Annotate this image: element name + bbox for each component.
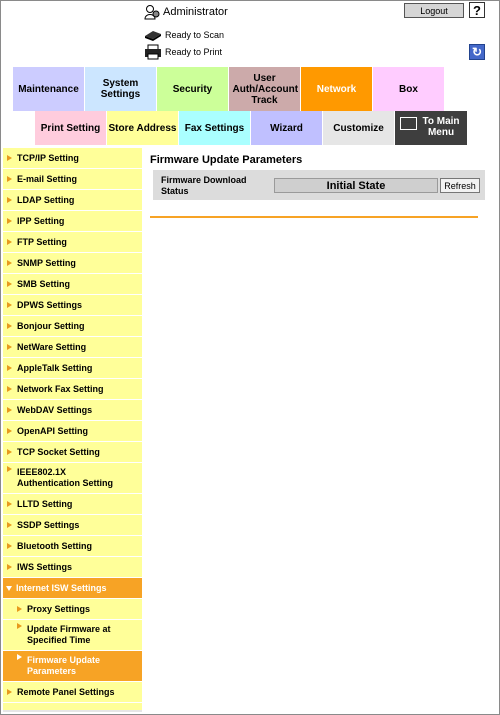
sidebar-item-label: Bluetooth Setting xyxy=(17,540,92,551)
main-menu-icon xyxy=(400,117,417,130)
sidebar-item-label: SSDP Settings xyxy=(17,519,80,530)
sidebar-item-label: OpenAPI Setting xyxy=(17,425,89,436)
arrow-right-icon xyxy=(7,323,12,329)
subtab-label: Wizard xyxy=(270,122,303,134)
arrow-right-icon xyxy=(7,155,12,161)
sidebar-item-internet-isw[interactable] xyxy=(3,578,142,599)
to-main-menu-button[interactable] xyxy=(395,111,467,145)
logout-button[interactable]: Logout xyxy=(404,3,464,18)
sidebar-item-tcp-socket[interactable] xyxy=(3,442,142,463)
user-name: Administrator xyxy=(163,6,228,18)
sidebar-item-ssdp[interactable] xyxy=(3,515,142,536)
tab-system-settings[interactable] xyxy=(85,67,157,111)
arrow-down-icon xyxy=(6,586,12,591)
sidebar xyxy=(3,148,142,710)
firmware-download-status-value: Initial State xyxy=(274,178,438,193)
arrow-right-icon xyxy=(17,654,22,660)
sidebar-item-label: SMB Setting xyxy=(17,278,70,289)
sidebar-item-label: LDAP Setting xyxy=(17,194,75,205)
arrow-right-icon xyxy=(7,386,12,392)
scan-status-text: Ready to Scan xyxy=(165,30,225,40)
sidebar-item-bonjour[interactable] xyxy=(3,316,142,337)
arrow-right-icon xyxy=(17,623,22,629)
sidebar-item-openapi[interactable] xyxy=(3,421,142,442)
arrow-right-icon xyxy=(7,428,12,434)
arrow-right-icon xyxy=(7,466,12,472)
arrow-right-icon xyxy=(7,176,12,182)
administrator-icon xyxy=(144,4,160,20)
sidebar-item-label: Network Fax Setting xyxy=(17,383,104,394)
arrow-right-icon xyxy=(7,564,12,570)
sidebar-item-label: Update Firmware at Specified Time xyxy=(27,624,111,645)
subtab-label: Print Setting xyxy=(40,122,101,134)
arrow-right-icon xyxy=(7,239,12,245)
print-status-text: Ready to Print xyxy=(165,47,223,57)
page-title: Firmware Update Parameters xyxy=(150,154,303,166)
arrow-right-icon xyxy=(7,260,12,266)
sidebar-item-network-fax[interactable] xyxy=(3,379,142,400)
sidebar-item-smb[interactable] xyxy=(3,274,142,295)
tab-label: Box xyxy=(399,83,418,95)
sidebar-item-snmp[interactable] xyxy=(3,253,142,274)
arrow-right-icon xyxy=(7,522,12,528)
refresh-button[interactable]: Refresh xyxy=(440,178,480,193)
print-status xyxy=(144,44,222,60)
arrow-right-icon xyxy=(7,344,12,350)
sidebar-item-label: Internet ISW Settings xyxy=(16,582,107,593)
tab-label: System Settings xyxy=(100,78,141,100)
sidebar-item-label: IWS Settings xyxy=(17,561,73,572)
help-button[interactable]: ? xyxy=(469,2,485,18)
tab-customize[interactable] xyxy=(323,111,395,145)
tab-user-auth[interactable] xyxy=(229,67,301,111)
arrow-right-icon xyxy=(7,218,12,224)
tab-security[interactable] xyxy=(157,67,229,111)
sidebar-item-iws[interactable] xyxy=(3,557,142,578)
firmware-download-status-row xyxy=(153,170,485,200)
sidebar-item-label: AppleTalk Setting xyxy=(17,362,93,373)
user-info xyxy=(144,4,228,20)
sidebar-item-lltd[interactable] xyxy=(3,494,142,515)
sidebar-item-label: TCP/IP Setting xyxy=(17,152,79,163)
tab-print-setting[interactable] xyxy=(35,111,107,145)
sidebar-item-label: E-mail Setting xyxy=(17,173,78,184)
sidebar-item-label: IPP Setting xyxy=(17,215,65,226)
sidebar-item-label: Firmware Update Parameters xyxy=(27,655,101,676)
sidebar-item-ldap[interactable] xyxy=(3,190,142,211)
sidebar-item-firmware-update-params[interactable] xyxy=(3,651,142,682)
sidebar-item-label: SNMP Setting xyxy=(17,257,76,268)
sidebar-item-dpws[interactable] xyxy=(3,295,142,316)
scanner-icon xyxy=(144,28,162,42)
arrow-right-icon xyxy=(7,407,12,413)
sidebar-item-ieee8021x[interactable] xyxy=(3,463,142,494)
arrow-right-icon xyxy=(7,281,12,287)
firmware-download-status-label: Firmware Download Status xyxy=(161,175,247,196)
scan-status xyxy=(144,27,224,43)
to-main-menu-label: To Main Menu xyxy=(422,116,460,138)
tab-network[interactable] xyxy=(301,67,373,111)
tab-wizard[interactable] xyxy=(251,111,323,145)
sidebar-item-ftp[interactable] xyxy=(3,232,142,253)
sidebar-bottom-divider xyxy=(3,710,142,712)
tab-fax-settings[interactable] xyxy=(179,111,251,145)
sidebar-item-email[interactable] xyxy=(3,169,142,190)
sidebar-item-label: WebDAV Settings xyxy=(17,404,93,415)
sidebar-item-update-firmware-time[interactable] xyxy=(3,620,142,651)
arrow-right-icon xyxy=(7,689,12,695)
arrow-right-icon xyxy=(7,543,12,549)
arrow-right-icon xyxy=(7,501,12,507)
tab-label: Security xyxy=(172,83,213,95)
tab-label: Network xyxy=(316,83,357,95)
sidebar-item-label: DPWS Settings xyxy=(17,299,83,310)
sidebar-item-ipp[interactable] xyxy=(3,211,142,232)
refresh-status-icon[interactable]: ↻ xyxy=(469,44,485,60)
tab-label: Maintenance xyxy=(18,83,79,95)
sidebar-item-bluetooth[interactable] xyxy=(3,536,142,557)
arrow-right-icon xyxy=(7,449,12,455)
sidebar-item-proxy[interactable] xyxy=(3,599,142,620)
sidebar-item-tcpip[interactable] xyxy=(3,148,142,169)
sidebar-item-label: FTP Setting xyxy=(17,236,67,247)
subtab-label: Fax Settings xyxy=(184,122,245,134)
sidebar-item-remote-panel[interactable] xyxy=(3,682,142,703)
sidebar-item-label: NetWare Setting xyxy=(17,341,87,352)
arrow-right-icon xyxy=(7,302,12,308)
sidebar-item-label: LLTD Setting xyxy=(17,498,73,509)
tab-store-address[interactable] xyxy=(107,111,179,145)
tab-box[interactable] xyxy=(373,67,445,111)
tab-label: User Auth/Account Track xyxy=(232,72,299,106)
subtab-label: Store Address xyxy=(108,122,177,134)
sidebar-item-label: Proxy Settings xyxy=(27,603,91,614)
content-divider xyxy=(150,216,478,218)
sidebar-item-netware[interactable] xyxy=(3,337,142,358)
sidebar-item-webdav[interactable] xyxy=(3,400,142,421)
subtab-label: Customize xyxy=(333,122,384,134)
sidebar-item-appletalk[interactable] xyxy=(3,358,142,379)
sidebar-item-label: Remote Panel Settings xyxy=(17,686,115,697)
sidebar-item-label: Bonjour Setting xyxy=(17,320,85,331)
printer-icon xyxy=(144,44,162,60)
sidebar-item-label: TCP Socket Setting xyxy=(17,446,100,457)
arrow-right-icon xyxy=(7,197,12,203)
sidebar-item-label: IEEE802.1X Authentication Setting xyxy=(17,467,113,488)
arrow-right-icon xyxy=(7,365,12,371)
arrow-right-icon xyxy=(17,606,22,612)
tab-maintenance[interactable] xyxy=(13,67,85,111)
